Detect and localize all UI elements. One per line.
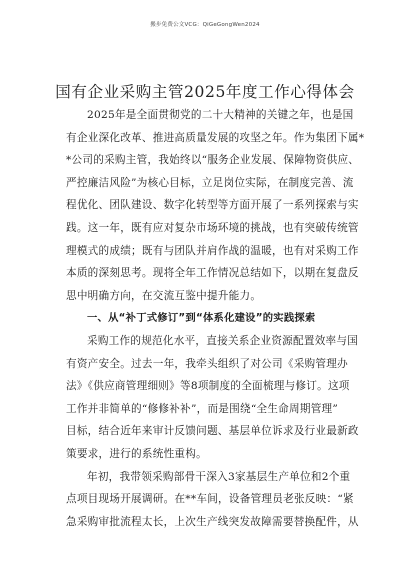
paragraph-1-line: 严控廉洁风险”为核心目标，立足岗位实际，在制度完善、流 <box>66 176 354 189</box>
paragraph-3-line: 年初，我带领采购部骨干深入3家基层生产单位和2个重 <box>87 470 351 483</box>
paragraph-2-line: 有资产安全。过去一年，我牵头组织了对公司《采购管理办 <box>66 357 348 370</box>
paragraph-2-line: 采购工作的规范化水平，直接关系企业资源配置效率与国 <box>87 334 359 347</box>
paragraph-1-line: 程优化、团队建设、数字化转型等方面开展了一系列探索与实 <box>66 199 359 212</box>
paragraph-3-line: 点项目现场开展调研。在**车间，设备管理员老张反映：“紧 <box>66 493 354 506</box>
paragraph-2-line: 目标，结合近年来审计反馈问题、基层单位诉求及行业最新政 <box>66 425 359 438</box>
header-note: 搬步免费公文VCG：QiGeGongWen2024 <box>150 22 260 28</box>
page-title: 国有企业采购主管2025年度工作心得体会 <box>55 83 355 101</box>
document-body <box>66 104 365 533</box>
paragraph-2-line: 策要求，进行的系统性重构。 <box>66 447 207 460</box>
paragraph-2-line: 工作并非简单的“修修补补”，而是围绕“全生命周期管理” <box>66 402 339 415</box>
paragraph-1-line: 有企业深化改革、推进高质量发展的攻坚之年。作为集团下属* <box>66 131 365 144</box>
paragraph-1-line: 2025年是全面贯彻党的二十大精神的关键之年，也是国 <box>87 109 354 121</box>
paragraph-2-line: 法》《供应商管理细则》等8项制度的全面梳理与修订。这项 <box>66 380 350 393</box>
paragraph-1-line: 本质的深刻思考。现将全年工作情况总结如下，以期在复盘反 <box>66 267 359 280</box>
paragraph-1-line: 理模式的成绩；既有与团队并肩作战的温暖，也有对采购工作 <box>66 244 359 257</box>
paragraph-1-line: 思中明确方向，在交流互鉴中提升能力。 <box>66 289 262 302</box>
section-heading: 一、从“补丁式修订”到“体系化建设”的实践探索 <box>87 312 316 325</box>
paragraph-1-line: 践。这一年，既有应对复杂市场环境的挑战，也有突破传统管 <box>66 221 359 234</box>
paragraph-3-line: 急采购审批流程太长，上次生产线突发故障需要替换配件，从 <box>66 515 359 528</box>
paragraph-1-line: *公司的采购主管，我始终以“服务企业发展、保障物资供应、 <box>66 154 360 167</box>
